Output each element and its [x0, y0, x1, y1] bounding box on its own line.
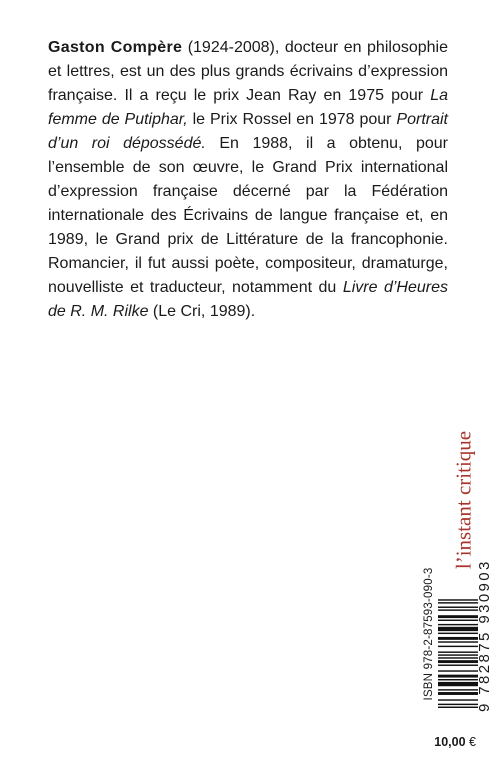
book-title-portrait: Portrait d’un roi dépossédé. [48, 111, 448, 152]
bio-text-2: le Prix Rossel en 1978 pour [187, 111, 397, 128]
ean-digits: 9 782875 930903 [476, 559, 493, 712]
series-title: l’instant critique [451, 430, 476, 570]
price-amount: 10,00 [434, 735, 466, 749]
author-biography [48, 36, 448, 324]
price-currency: € [469, 735, 476, 749]
bio-text-4: (Le Cri, 1989). [148, 303, 256, 320]
author-name: Gaston Compère [48, 39, 183, 56]
isbn-barcode [423, 560, 493, 712]
bio-text-1: (1924-2008), docteur en philosophie et lettres, est un des plus grands écrivains d’expression française. Il a reçu le prix Jean Ray en 1975 pour [48, 39, 448, 104]
barcode-bars [438, 560, 478, 712]
bio-text-3: En 1988, il a obtenu, pour l’ensemble de son œuvre, le Grand Prix international d’expression française décerné par la Fédération internationale des Écrivains de langue française et, en 1989, le Grand prix de Littérature de la francophonie. Romancier, il fut aussi poète, compositeur, dramaturge, nouvelliste et traducteur, notamment du [48, 135, 449, 296]
book-title-putiphar: La femme de Putiphar, [48, 87, 448, 128]
price [434, 735, 476, 749]
isbn-number: ISBN 978-2-87593-090-3 [423, 567, 435, 701]
book-title-rilke: Livre d’Heures de R. M. Rilke [48, 279, 449, 320]
